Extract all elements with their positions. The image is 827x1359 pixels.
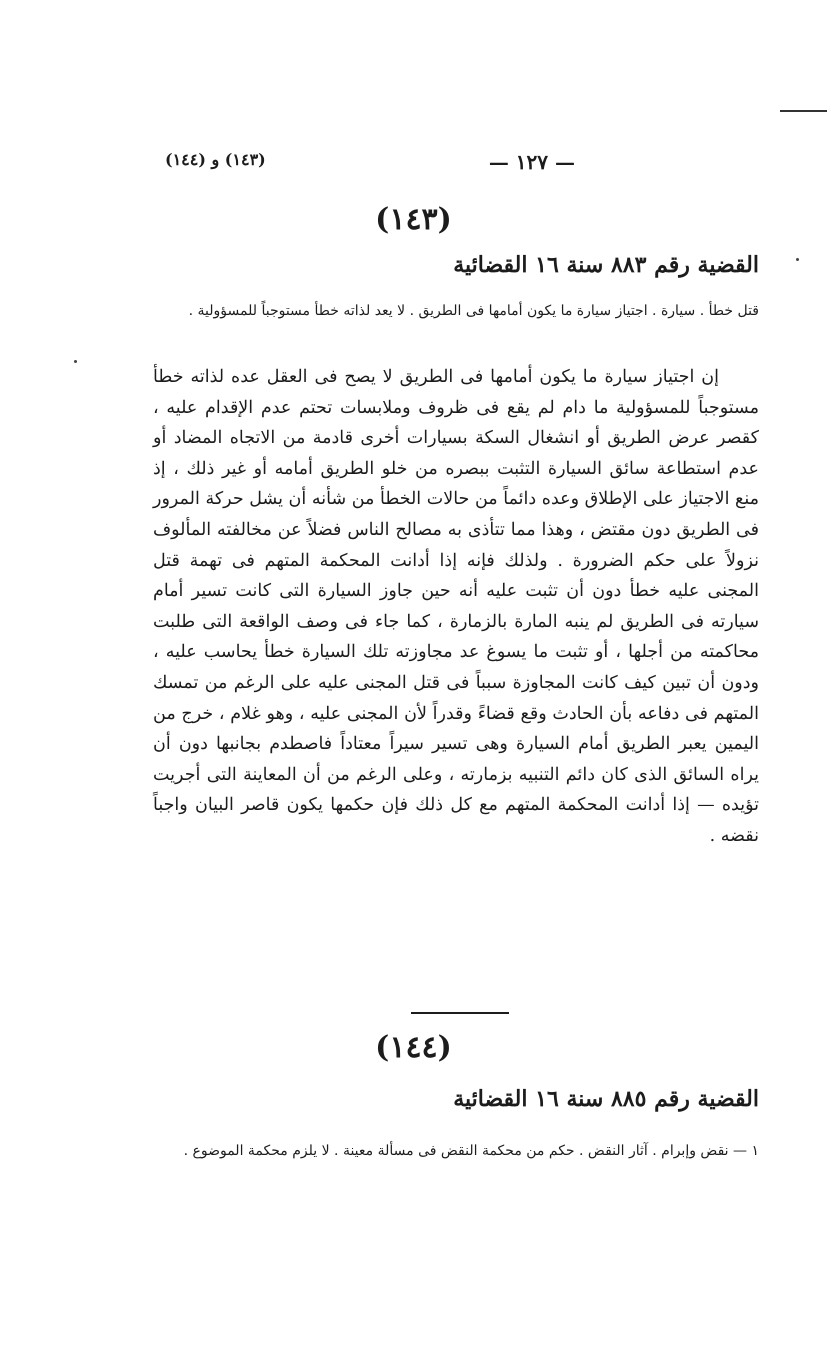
case-143-body: إن اجتياز سيارة ما يكون أمامها فى الطريق لا يصح فى العقل عده لذاته خطأ مستوجباً للمسؤولية ما دام لم يقع فى ظروف وملابسات تحتم عدم الإقدام عليه ، كقصر عرض الطريق أو انشغال السكة بسيارات أخرى قادمة من الاتجاه المضاد أو عدم استطاعة سائق السيارة التثبت ببصره من خلو الطريق أمامه أو غير ذلك ، إذ منع الاجتياز على الإطلاق وعده دائماً من حالات الخطأ من شأنه أن يشل حركة المرور فى الطريق دون مقتض ، وهذا مما تتأذى به مصالح الناس فضلاً عن مخالفته المألوف نزولاً على حكم الضرورة . ولذلك فإنه إذا أدانت المحكمة المتهم فى تهمة قتل المجنى عليه خطأ دون أن تثبت عليه أنه حين جاوز السيارة التى كانت تسير أمام سيارته فى الطريق لم ينبه المارة بالزمارة ، كما جاء فى وصف الواقعة التى طلبت محاكمته من أجلها ، أو تثبت ما يسوغ عد مجاوزته تلك السيارة خطأ يحاسب عليه ، ودون أن تبين كيف كانت المجاوزة سبباً فى قتل المجنى عليه على الرغم من تمسك المتهم فى دفاعه بأن الحادث وقع قضاءً وقدراً لأن المجنى عليه ، وهو غلام ، خرج من اليمين يعبر الطريق أمام السيارة وهى تسير سيراً معتاداً فاصطدم بجانبها دون أن يراه السائق الذى كان دائم التنبيه بزمارته ، وعلى الرغم من أن المعاينة التى أجريت تؤيده — إذا أدانت المحكمة المتهم مع كل ذلك فإن حكمها يكون قاصر البيان واجباً نقضه . — [153, 367, 759, 846]
case-144-number: (١٤٤) — [375, 1030, 452, 1065]
page-header — [165, 150, 685, 180]
case-144-summary: ١ — نقض وإبرام . آثار النقض . حكم من محكمة النقض فى مسألة معينة . لا يلزم محكمة الموضوع . — [183, 1143, 759, 1159]
case-143-number: (١٤٣) — [375, 202, 452, 237]
case-143-title: القضية رقم ٨٨٣ سنة ١٦ القضائية — [453, 252, 759, 278]
case-143-summary: قتل خطأ . سيارة . اجتياز سيارة ما يكون أمامها فى الطريق . لا يعد لذاته خطأ مستوجباً للمسؤولية . — [188, 303, 759, 319]
page-edge-rule — [780, 110, 827, 112]
case-range-label: (١٤٣) و (١٤٤) — [165, 150, 266, 169]
page-number: — ١٢٧ — — [488, 150, 575, 174]
scan-speck — [74, 360, 77, 363]
section-divider — [411, 1012, 509, 1014]
scan-speck — [796, 258, 799, 261]
case-144-title: القضية رقم ٨٨٥ سنة ١٦ القضائية — [453, 1086, 759, 1112]
